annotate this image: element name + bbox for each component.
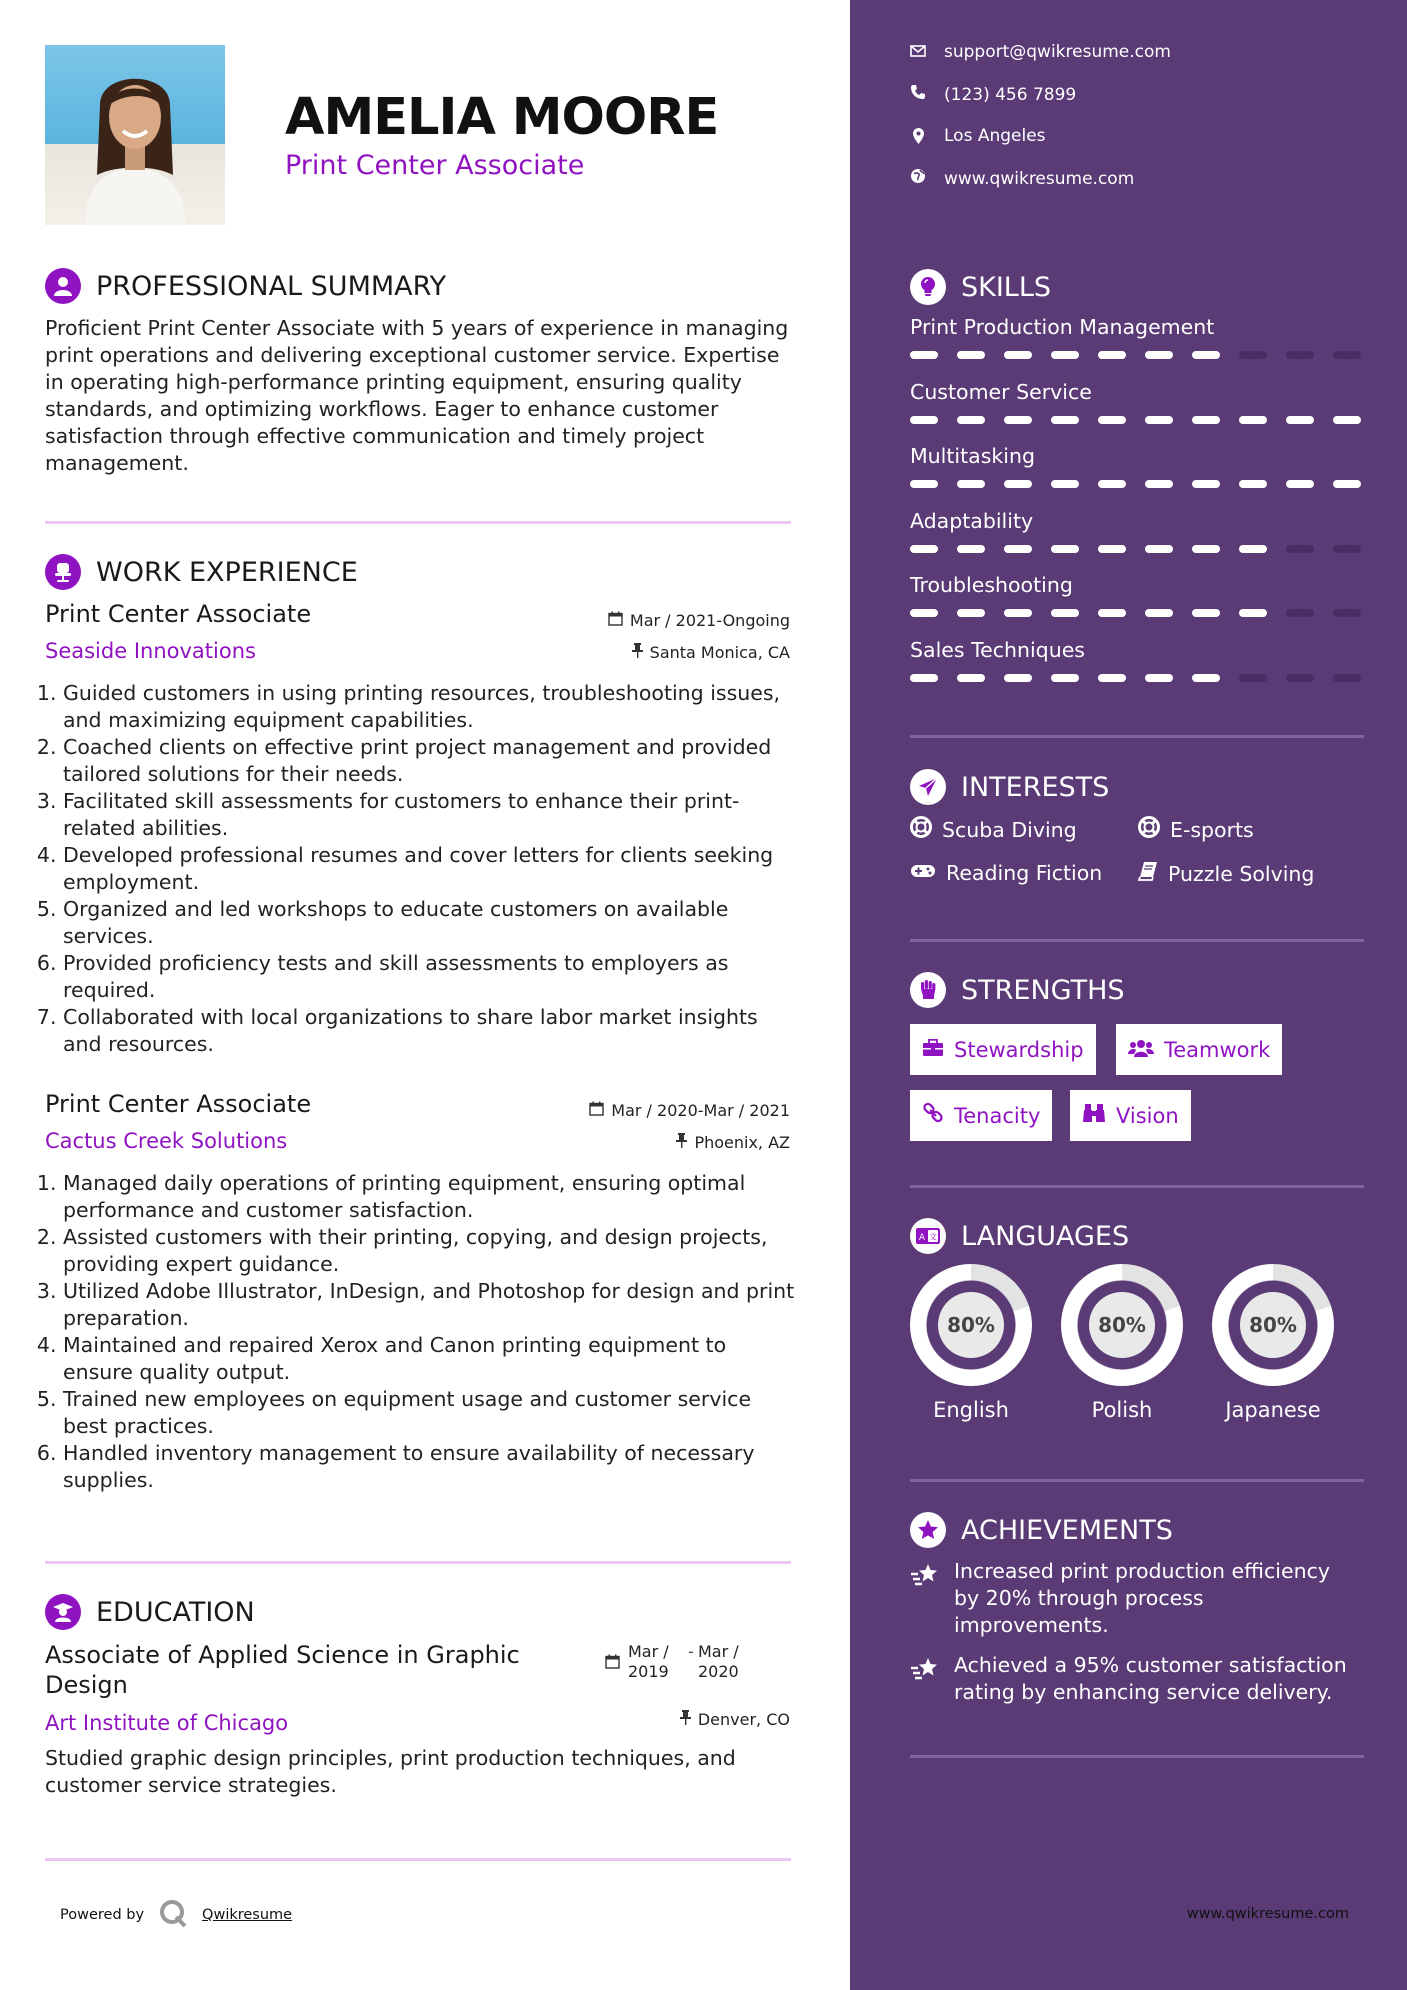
skill-rating bbox=[910, 674, 1365, 682]
list-item: 3. Utilized Adobe Illustrator, InDesign, and Photoshop for design and print preparation. bbox=[63, 1278, 795, 1332]
skill-rating bbox=[910, 545, 1365, 553]
date-separator: - bbox=[688, 1642, 694, 1661]
skill-item bbox=[910, 315, 1365, 380]
powered-by bbox=[60, 1898, 292, 1932]
rating-dash-filled bbox=[1145, 609, 1173, 617]
experience-title: WORK EXPERIENCE bbox=[96, 556, 358, 588]
candidate-name: AMELIA MOORE bbox=[285, 88, 719, 147]
languages-list bbox=[910, 1264, 1334, 1422]
calendar-icon bbox=[589, 1101, 604, 1120]
rating-dash-empty bbox=[1286, 545, 1314, 553]
gamepad-icon bbox=[910, 861, 936, 885]
language-item bbox=[1212, 1264, 1334, 1422]
interest-label: Reading Fiction bbox=[946, 861, 1103, 885]
contact-email[interactable] bbox=[910, 42, 1171, 62]
education-dates bbox=[605, 1642, 750, 1682]
job-dates bbox=[608, 611, 790, 630]
education-heading bbox=[45, 1594, 255, 1630]
rating-dash-filled bbox=[1145, 545, 1173, 553]
contact-phone[interactable] bbox=[910, 84, 1076, 105]
interest-item bbox=[1138, 816, 1254, 843]
rating-dash-filled bbox=[1098, 545, 1126, 553]
job-location-text: Phoenix, AZ bbox=[694, 1133, 790, 1152]
users-icon bbox=[1128, 1038, 1154, 1062]
summary-title: PROFESSIONAL SUMMARY bbox=[96, 270, 447, 302]
rating-dash-filled bbox=[910, 545, 938, 553]
svg-text:A: A bbox=[918, 1233, 926, 1243]
rating-dash-filled bbox=[1004, 674, 1032, 682]
rating-dash-filled bbox=[1098, 480, 1126, 488]
rating-dash-filled bbox=[910, 674, 938, 682]
calendar-icon bbox=[608, 611, 623, 630]
strength-label: Teamwork bbox=[1164, 1037, 1271, 1062]
rating-dash-filled bbox=[1051, 674, 1079, 682]
skill-name: Multitasking bbox=[910, 444, 1035, 468]
list-item: 4. Developed professional resumes and cover letters for clients seeking employment. bbox=[63, 842, 795, 896]
skill-rating bbox=[910, 416, 1365, 424]
rating-dash-filled bbox=[910, 351, 938, 359]
language-item bbox=[1061, 1264, 1183, 1422]
education-description: Studied graphic design principles, print production techniques, and customer service strategies. bbox=[45, 1746, 736, 1797]
education-location bbox=[680, 1710, 790, 1729]
phone-icon bbox=[910, 84, 926, 105]
language-name: Japanese bbox=[1225, 1398, 1321, 1422]
list-item: 3. Facilitated skill assessments for customers to enhance their print-related abilities. bbox=[63, 788, 795, 842]
section-divider bbox=[910, 1755, 1364, 1758]
job-dates bbox=[589, 1101, 790, 1120]
rating-dash-empty bbox=[1333, 351, 1361, 359]
interest-label: Scuba Diving bbox=[942, 817, 1077, 842]
job-title: Print Center Associate bbox=[45, 1090, 312, 1118]
qwikresume-link[interactable]: Qwikresume bbox=[202, 1907, 293, 1923]
rating-dash-empty bbox=[1286, 674, 1314, 682]
footer-website[interactable]: www.qwikresume.com bbox=[1186, 1906, 1349, 1922]
rating-dash-filled bbox=[1098, 609, 1126, 617]
list-item: 6. Provided proficiency tests and skill assessments to employers as required. bbox=[63, 950, 795, 1004]
rating-dash-filled bbox=[1004, 480, 1032, 488]
list-item: 7. Collaborated with local organizations to share labor market insights and resources. bbox=[63, 1004, 795, 1058]
language-level: 80% bbox=[1089, 1292, 1155, 1358]
education-start: Mar / 2019 bbox=[628, 1642, 669, 1681]
user-circle-icon bbox=[45, 268, 81, 304]
raised-fist-icon bbox=[910, 972, 946, 1008]
languages-title: LANGUAGES bbox=[961, 1220, 1130, 1252]
rating-dash-filled bbox=[957, 609, 985, 617]
rating-dash-filled bbox=[1333, 480, 1361, 488]
skill-item bbox=[910, 509, 1365, 574]
language-progress-ring bbox=[910, 1264, 1032, 1386]
achievement-text: Increased print production efficiency by 20% through process improvements. bbox=[954, 1559, 1330, 1637]
rating-dash-filled bbox=[910, 480, 938, 488]
rating-dash-filled bbox=[957, 416, 985, 424]
section-divider bbox=[45, 1858, 791, 1861]
rating-dash-filled bbox=[957, 674, 985, 682]
rating-dash-filled bbox=[1286, 480, 1314, 488]
achievements-title: ACHIEVEMENTS bbox=[961, 1514, 1173, 1546]
achievement-text: Achieved a 95% customer satisfaction rating by enhancing service delivery. bbox=[954, 1653, 1347, 1704]
job-title: Print Center Associate bbox=[45, 600, 312, 628]
skills-list bbox=[910, 315, 1365, 702]
contact-website[interactable] bbox=[910, 168, 1134, 189]
rating-dash-filled bbox=[1004, 545, 1032, 553]
experience-heading bbox=[45, 554, 358, 590]
strength-label: Tenacity bbox=[954, 1103, 1041, 1128]
interests-title: INTERESTS bbox=[961, 771, 1110, 803]
rating-dash-filled bbox=[1004, 351, 1032, 359]
paper-plane-icon bbox=[910, 769, 946, 805]
powered-by-label: Powered by bbox=[60, 1907, 145, 1923]
strength-label: Stewardship bbox=[954, 1037, 1084, 1062]
company-name: Seaside Innovations bbox=[45, 639, 256, 663]
rating-dash-filled bbox=[1145, 416, 1173, 424]
envelope-icon bbox=[910, 42, 926, 62]
section-divider bbox=[910, 1185, 1364, 1188]
life-ring-icon bbox=[910, 816, 932, 843]
job-bullets bbox=[45, 1170, 795, 1494]
strength-tag bbox=[910, 1024, 1096, 1075]
section-divider bbox=[45, 1561, 791, 1564]
language-level: 80% bbox=[938, 1292, 1004, 1358]
lightbulb-icon bbox=[910, 269, 946, 305]
rating-dash-empty bbox=[1239, 674, 1267, 682]
skill-item bbox=[910, 573, 1365, 638]
office-chair-icon bbox=[45, 554, 81, 590]
skill-rating bbox=[910, 351, 1365, 359]
section-divider bbox=[45, 521, 791, 524]
binoculars-icon bbox=[1082, 1103, 1106, 1128]
calendar-icon bbox=[605, 1654, 620, 1682]
profile-photo bbox=[45, 45, 225, 225]
rating-dash-filled bbox=[1051, 480, 1079, 488]
list-item: 2. Coached clients on effective print project management and provided tailored solutions for their needs. bbox=[63, 734, 795, 788]
interests-heading bbox=[910, 769, 1109, 805]
rating-dash-filled bbox=[1051, 351, 1079, 359]
list-item: 5. Trained new employees on equipment usage and customer service best practices. bbox=[63, 1386, 795, 1440]
summary-text: Proficient Print Center Associate with 5 years of experience in managing print operations and delivering exceptional customer service. Expertise in operating high-performance printing equipment, ensuring quality standards, and optimizing workflows. Eager to enhance customer satisfaction through effective communication and timely project management. bbox=[45, 316, 789, 475]
rating-dash-empty bbox=[1333, 609, 1361, 617]
job-location-text: Santa Monica, CA bbox=[649, 643, 790, 662]
rating-dash-empty bbox=[1286, 609, 1314, 617]
skill-name: Adaptability bbox=[910, 508, 1034, 533]
language-level: 80% bbox=[1240, 1292, 1306, 1358]
website-text: www.qwikresume.com bbox=[944, 168, 1135, 189]
portrait-image bbox=[45, 45, 225, 225]
education-title: EDUCATION bbox=[96, 1596, 255, 1628]
map-marker-icon bbox=[910, 128, 926, 144]
rating-dash-filled bbox=[1286, 416, 1314, 424]
rating-dash-empty bbox=[1333, 674, 1361, 682]
interest-label: Puzzle Solving bbox=[1168, 861, 1315, 886]
link-icon bbox=[922, 1102, 944, 1129]
rating-dash-filled bbox=[1192, 545, 1220, 553]
language-name: Polish bbox=[1091, 1398, 1153, 1422]
rating-dash-filled bbox=[1192, 609, 1220, 617]
rating-dash-filled bbox=[1239, 545, 1267, 553]
rating-dash-filled bbox=[1239, 416, 1267, 424]
list-item: 2. Assisted customers with their printing, copying, and design projects, providing expert guidance. bbox=[63, 1224, 795, 1278]
job-dates-text: Mar / 2020-Mar / 2021 bbox=[611, 1101, 790, 1120]
pin-icon bbox=[632, 643, 643, 662]
list-item: 5. Organized and led workshops to educate customers on available services. bbox=[63, 896, 795, 950]
degree-title: Associate of Applied Science in Graphic Design bbox=[45, 1641, 520, 1699]
list-item: 4. Maintained and repaired Xerox and Canon printing equipment to ensure quality output. bbox=[63, 1332, 795, 1386]
rating-dash-filled bbox=[957, 351, 985, 359]
rating-dash-filled bbox=[1192, 416, 1220, 424]
email-text: support@qwikresume.com bbox=[944, 42, 1171, 62]
phone-text: (123) 456 7899 bbox=[944, 84, 1077, 105]
rating-dash-filled bbox=[910, 609, 938, 617]
interest-item bbox=[1138, 861, 1314, 886]
skill-name: Sales Techniques bbox=[910, 637, 1085, 662]
rating-dash-filled bbox=[1051, 416, 1079, 424]
list-item: 1. Guided customers in using printing resources, troubleshooting issues, and maximizing equipment capabilities. bbox=[63, 680, 795, 734]
book-icon bbox=[1138, 861, 1158, 886]
contact-location bbox=[910, 126, 1046, 146]
strength-tag bbox=[1070, 1090, 1191, 1141]
skill-name: Troubleshooting bbox=[910, 573, 1073, 597]
skill-item bbox=[910, 444, 1365, 509]
strength-label: Vision bbox=[1116, 1103, 1179, 1128]
rating-dash-filled bbox=[1333, 416, 1361, 424]
rating-dash-filled bbox=[1004, 416, 1032, 424]
education-location-text: Denver, CO bbox=[697, 1710, 790, 1729]
list-item: 1. Managed daily operations of printing equipment, ensuring optimal performance and customer satisfaction. bbox=[63, 1170, 795, 1224]
languages-heading bbox=[910, 1218, 1129, 1254]
shooting-star-icon bbox=[910, 1562, 940, 1639]
company-name: Cactus Creek Solutions bbox=[45, 1129, 288, 1153]
strength-tag bbox=[910, 1090, 1052, 1141]
pin-icon bbox=[676, 1133, 687, 1152]
interest-item bbox=[910, 861, 1102, 885]
rating-dash-filled bbox=[1004, 609, 1032, 617]
shooting-star-icon bbox=[910, 1656, 940, 1706]
skill-item bbox=[910, 638, 1365, 703]
location-text: Los Angeles bbox=[944, 126, 1046, 146]
rating-dash-filled bbox=[1098, 416, 1126, 424]
skill-name: Customer Service bbox=[910, 379, 1092, 404]
svg-text:文: 文 bbox=[929, 1232, 937, 1242]
rating-dash-empty bbox=[1239, 351, 1267, 359]
rating-dash-filled bbox=[1239, 609, 1267, 617]
skill-item bbox=[910, 380, 1365, 445]
graduate-icon bbox=[45, 1594, 81, 1630]
rating-dash-filled bbox=[1192, 674, 1220, 682]
rating-dash-filled bbox=[1051, 609, 1079, 617]
school-name: Art Institute of Chicago bbox=[45, 1711, 289, 1735]
rating-dash-filled bbox=[1145, 351, 1173, 359]
language-progress-ring bbox=[1212, 1264, 1334, 1386]
job-dates-text: Mar / 2021-Ongoing bbox=[629, 611, 790, 630]
section-divider bbox=[910, 939, 1364, 942]
strengths-title: STRENGTHS bbox=[961, 974, 1125, 1006]
achievement-item bbox=[910, 1652, 1360, 1706]
skills-heading bbox=[910, 269, 1051, 305]
list-item: 6. Handled inventory management to ensure availability of necessary supplies. bbox=[63, 1440, 795, 1494]
interest-label: E-sports bbox=[1170, 817, 1254, 842]
achievement-item bbox=[910, 1558, 1360, 1639]
language-name: English bbox=[933, 1398, 1009, 1422]
qwikresume-logo-icon bbox=[158, 1898, 188, 1932]
rating-dash-filled bbox=[1051, 545, 1079, 553]
rating-dash-filled bbox=[1145, 674, 1173, 682]
rating-dash-filled bbox=[957, 545, 985, 553]
skills-title: SKILLS bbox=[961, 271, 1052, 303]
globe-icon bbox=[910, 168, 926, 189]
life-ring-icon bbox=[1138, 816, 1160, 843]
rating-dash-empty bbox=[1286, 351, 1314, 359]
education-end: Mar / 2020 bbox=[698, 1642, 739, 1681]
job-location bbox=[632, 643, 790, 662]
rating-dash-filled bbox=[957, 480, 985, 488]
candidate-role: Print Center Associate bbox=[285, 150, 585, 181]
rating-dash-filled bbox=[1098, 674, 1126, 682]
skill-name: Print Production Management bbox=[910, 315, 1215, 339]
rating-dash-filled bbox=[1239, 480, 1267, 488]
interest-item bbox=[910, 816, 1077, 843]
rating-dash-filled bbox=[910, 416, 938, 424]
job-bullets bbox=[45, 680, 795, 1058]
strength-tag bbox=[1116, 1024, 1282, 1075]
skill-rating bbox=[910, 480, 1365, 488]
rating-dash-empty bbox=[1333, 545, 1361, 553]
rating-dash-filled bbox=[1192, 480, 1220, 488]
achievements-heading bbox=[910, 1512, 1173, 1548]
pin-icon bbox=[680, 1710, 691, 1729]
language-icon bbox=[910, 1218, 946, 1254]
strengths-heading bbox=[910, 972, 1125, 1008]
language-progress-ring bbox=[1061, 1264, 1183, 1386]
job-location bbox=[676, 1133, 790, 1152]
rating-dash-filled bbox=[1145, 480, 1173, 488]
briefcase-icon bbox=[922, 1038, 944, 1062]
language-item bbox=[910, 1264, 1032, 1422]
section-divider bbox=[910, 1479, 1364, 1482]
section-divider bbox=[910, 735, 1364, 738]
star-badge-icon bbox=[910, 1512, 946, 1548]
rating-dash-filled bbox=[1192, 351, 1220, 359]
rating-dash-filled bbox=[1098, 351, 1126, 359]
summary-heading bbox=[45, 268, 446, 304]
skill-rating bbox=[910, 609, 1365, 617]
